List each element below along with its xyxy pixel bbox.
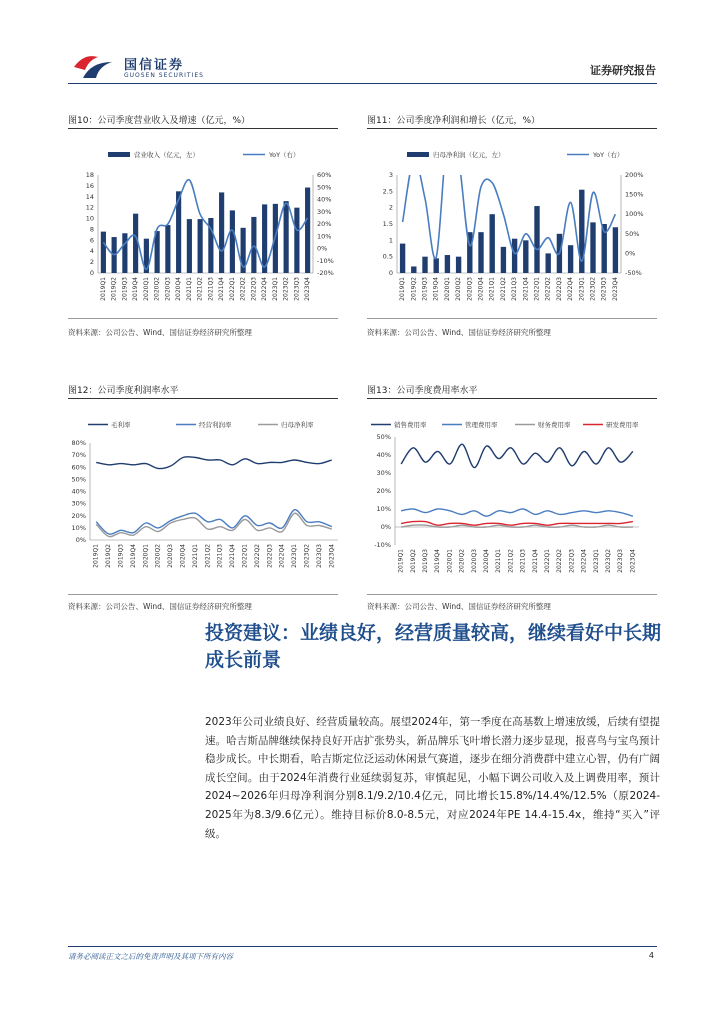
fig11-chart (367, 140, 657, 315)
fig10-y-right-tick: -10% (317, 256, 334, 265)
fig10-x-label: 2021Q3 (207, 277, 215, 301)
fig10-y-right-tick: 40% (317, 195, 332, 204)
fig12-x-label: 2023Q4 (328, 544, 336, 568)
fig10-y-left-tick: 18 (85, 171, 94, 179)
fig10-bar (294, 208, 299, 273)
fig12-rule (68, 398, 338, 399)
fig12-y-tick: 10% (71, 523, 86, 532)
fig11-bar (501, 247, 506, 273)
fig10-y-right-tick: 10% (317, 232, 332, 241)
fig10-x-label: 2020Q2 (153, 277, 161, 301)
fig10-y-right-tick: 0% (317, 244, 328, 253)
fig11-y-right-tick: -50% (625, 269, 642, 277)
fig11-y-left-tick: 3 (388, 171, 393, 179)
fig11-y-right-tick: 50% (625, 229, 640, 238)
page-number: 4 (648, 951, 654, 960)
fig13-x-label: 2019Q3 (422, 549, 429, 573)
fig10-y-left-tick: 16 (85, 181, 94, 190)
fig12-x-label: 2022Q2 (253, 544, 261, 568)
fig13-x-label: 2020Q1 (446, 549, 454, 573)
fig13-legend-label: 管理费用率 (465, 421, 498, 429)
fig13-x-label: 2023Q3 (617, 549, 625, 573)
fig12-x-label: 2019Q3 (117, 544, 125, 568)
fig11-y-left-tick: 1 (388, 236, 393, 245)
fig10-bar (198, 219, 203, 273)
fig12-x-label: 2021Q4 (229, 544, 237, 568)
logo-name-en: GUOSEN SECURITIES (124, 72, 204, 79)
fig12-y-tick: 50% (71, 475, 86, 484)
fig11-y-right-tick: 100% (625, 210, 644, 219)
fig10-y-left-tick: 8 (89, 225, 94, 234)
fig12-series-line (96, 457, 332, 469)
fig10-y-left-tick: 2 (89, 258, 94, 267)
fig12-y-tick: 60% (71, 463, 86, 472)
fig10-x-label: 2023Q3 (293, 277, 301, 301)
fig11-bar (590, 222, 595, 273)
fig10-x-label: 2023Q1 (271, 277, 279, 301)
fig12-y-tick: 70% (71, 451, 86, 460)
fig11-x-label: 2020Q4 (477, 277, 485, 301)
fig12-x-label: 2022Q3 (266, 544, 274, 568)
fig13-x-label: 2020Q4 (483, 549, 490, 573)
section-body: 2023年公司业绩良好、经营质量较高。展望2024年，第一季度在高基数上增速放缓，后续有望提速。哈吉斯品牌继续保持良好开店扩张势头，新品牌乐飞叶增长潜力逐步显现，报喜鸟与宝鸟预计稳步成长。中长期看，哈吉斯定位泛运动休闲景气赛道，逐步在细分消费群中建立心智，仍有广阔成长空间。由于2024年消费行业延续弱复苏，审慎起见，小幅下调公司收入及上调费用率，预计2024~2026年归母净利润分别8.1/9.2/10.4亿元，同比增长15.8%/14.4%/12.5%（原2024-2025年为8.3/9.6亿元）。维持目标价8.0-8.5元，对应2024年PE 14.4-15.4x，维持“买入”评级。 (205, 716, 660, 840)
fig13-x-label: 2020Q3 (470, 549, 478, 573)
fig11-x-label: 2019Q1 (399, 277, 407, 301)
fig13-y-tick: 10% (376, 505, 391, 513)
fig12-legend-label: 经营利润率 (199, 421, 232, 429)
fig10-x-label: 2020Q1 (142, 277, 150, 301)
fig11-bar (534, 206, 539, 273)
fig13-x-label: 2020Q2 (458, 549, 466, 573)
fig10-rule (68, 128, 338, 129)
fig11-bar (445, 255, 450, 273)
fig12-chart (68, 410, 348, 590)
fig11-bar (568, 245, 573, 273)
fig13-x-label: 2021Q4 (531, 549, 539, 573)
fig11-x-label: 2019Q4 (432, 277, 440, 301)
fig10-bar (251, 217, 256, 273)
fig10-x-label: 2019Q1 (99, 277, 107, 301)
fig13-series-line (401, 509, 633, 516)
fig11-x-label: 2023Q4 (611, 277, 619, 301)
fig13-x-label: 2021Q2 (507, 549, 515, 573)
fig11-y-right-tick: 0% (625, 249, 636, 258)
fig13-x-label: 2021Q3 (519, 549, 527, 573)
fig10-x-label: 2022Q1 (228, 277, 236, 301)
fig10-bar (122, 233, 127, 273)
fig11-y-left-tick: 1.5 (382, 220, 393, 228)
fig11-x-label: 2020Q3 (466, 277, 474, 301)
fig12-y-tick: 40% (71, 487, 86, 496)
fig12-y-tick: 80% (71, 439, 86, 447)
fig12-x-label: 2022Q4 (278, 544, 286, 568)
fig12-title: 图12：公司季度利润率水平 (68, 386, 179, 396)
fig13-y-tick: -10% (374, 541, 391, 549)
header-divider (68, 83, 657, 84)
fig10-x-label: 2019Q3 (121, 277, 129, 301)
fig13-x-label: 2023Q2 (605, 549, 612, 573)
fig11-title: 图11：公司季度净利润和增长（亿元，%） (367, 116, 541, 126)
fig11-y-left-tick: 2 (388, 203, 393, 212)
fig13-series-line (401, 521, 633, 525)
fig10-x-label: 2023Q2 (282, 277, 290, 301)
footer-divider (68, 946, 657, 947)
fig13-rule (367, 398, 657, 399)
fig10-y-left-tick: 4 (89, 247, 94, 256)
fig13-x-label: 2022Q4 (580, 549, 588, 573)
fig12-x-label: 2023Q1 (291, 544, 299, 568)
section-title: 投资建议：业绩良好，经营质量较高，继续看好中长期成长前景 (205, 622, 662, 671)
guosen-logo-icon (72, 51, 114, 81)
fig10-x-label: 2019Q4 (132, 277, 140, 301)
fig11-x-label: 2023Q1 (578, 277, 586, 301)
fig11-bar (613, 227, 618, 273)
fig12-x-label: 2021Q3 (216, 544, 224, 568)
fig11-x-label: 2022Q2 (544, 277, 552, 301)
fig11-x-label: 2023Q2 (589, 277, 597, 301)
fig12-x-label: 2020Q4 (179, 544, 187, 568)
fig12-y-tick: 0% (75, 536, 86, 544)
fig10-bar (187, 219, 192, 273)
fig13-y-tick: 20% (376, 487, 391, 495)
fig11-x-label: 2021Q4 (522, 277, 530, 301)
fig13-bottom-rule (367, 594, 657, 595)
fig13-x-label: 2022Q2 (556, 549, 564, 573)
fig11-y-right-tick: 150% (625, 190, 644, 199)
fig13-x-label: 2023Q4 (629, 549, 637, 573)
fig12-x-label: 2021Q1 (191, 544, 199, 568)
fig11-bar (400, 244, 405, 273)
fig10-y-left-tick: 6 (89, 236, 94, 245)
fig10-x-label: 2020Q3 (164, 277, 172, 301)
fig12-source: 资料来源：公司公告、Wind、国信证券经济研究所整理 (68, 602, 252, 611)
fig11-x-label: 2022Q1 (533, 277, 541, 301)
fig13-y-tick: 30% (376, 469, 391, 477)
fig11-y-left-tick: 0.5 (382, 252, 393, 261)
fig10-y-right-tick: 60% (317, 171, 332, 179)
fig13-x-label: 2019Q1 (397, 549, 405, 573)
fig12-y-tick: 20% (71, 511, 86, 520)
fig11-y-left-tick: 0 (388, 269, 393, 277)
fig13-y-tick: 0% (380, 523, 391, 531)
fig13-x-label: 2022Q3 (568, 549, 576, 573)
fig10-y-right-tick: 20% (317, 220, 332, 228)
fig10-y-right-tick: -20% (317, 269, 334, 277)
fig10-x-label: 2021Q1 (185, 277, 193, 301)
fig10-source: 资料来源：公司公告、Wind、国信证券经济研究所整理 (68, 328, 252, 337)
fig10-x-label: 2021Q4 (218, 277, 226, 301)
fig10-y-left-tick: 14 (85, 192, 94, 201)
fig13-x-label: 2023Q1 (592, 549, 600, 573)
fig12-bottom-rule (68, 594, 338, 595)
fig13-source: 资料来源：公司公告、Wind、国信证券经济研究所整理 (367, 602, 551, 611)
fig13-title: 图13：公司季度费用率水平 (367, 386, 478, 396)
fig10-x-label: 2022Q3 (250, 277, 258, 301)
fig11-bottom-rule (367, 318, 657, 319)
fig10-y-left-tick: 10 (85, 214, 94, 223)
fig11-legend-bar-swatch (407, 152, 429, 157)
fig12-x-label: 2022Q1 (241, 544, 249, 568)
fig11-x-label: 2022Q3 (555, 277, 563, 301)
fig13-chart (367, 410, 657, 590)
fig10-legend-bar-label: 营业收入（亿元，左） (134, 151, 199, 159)
fig13-x-label: 2019Q2 (409, 549, 417, 573)
fig11-y-left-tick: 2.5 (382, 187, 393, 196)
fig10-legend-line-label: YoY（右） (269, 151, 300, 159)
fig11-bar (478, 232, 483, 273)
fig11-legend-line-label: YoY（右） (593, 151, 624, 159)
fig10-x-label: 2022Q2 (239, 277, 247, 301)
fig11-x-label: 2019Q3 (421, 277, 429, 301)
fig10-y-left-tick: 0 (89, 269, 94, 277)
fig13-x-label: 2022Q1 (544, 549, 551, 573)
fig11-x-label: 2020Q1 (443, 277, 451, 301)
fig10-x-label: 2020Q4 (175, 277, 183, 301)
fig12-x-label: 2023Q3 (315, 544, 323, 568)
fig13-legend-label: 财务费用率 (538, 421, 571, 429)
logo-name-cn: 国信证券 (124, 58, 185, 73)
fig11-bar (523, 240, 528, 273)
fig13-legend-label: 销售费用率 (394, 421, 427, 429)
fig10-bottom-rule (68, 318, 338, 319)
fig10-bar (284, 201, 289, 273)
fig10-bar (230, 210, 235, 273)
disclaimer-text: 请务必阅读正文之后的免责声明及其项下所有内容 (68, 952, 233, 961)
fig12-x-label: 2019Q2 (105, 544, 113, 568)
fig11-legend-bar-label: 归母净利润（亿元，左） (433, 151, 505, 159)
fig11-x-label: 2021Q3 (511, 277, 519, 301)
fig11-bar (422, 257, 427, 273)
fig13-y-tick: 40% (376, 451, 391, 459)
fig11-bar (434, 258, 439, 273)
fig11-bar (512, 239, 517, 273)
fig12-x-label: 2020Q3 (167, 544, 175, 568)
fig13-series-line (401, 444, 633, 467)
fig12-y-tick: 30% (71, 499, 86, 508)
fig10-x-label: 2022Q4 (261, 277, 269, 301)
fig12-legend-label: 归母净利率 (281, 421, 314, 429)
fig11-x-label: 2021Q1 (488, 277, 496, 301)
fig10-bar (305, 188, 310, 273)
fig10-legend-bar-swatch (108, 152, 130, 157)
fig11-x-label: 2020Q2 (455, 277, 463, 301)
fig10-bar (101, 232, 106, 273)
fig12-legend-label: 毛利率 (111, 421, 131, 429)
fig10-y-right-tick: 50% (317, 183, 332, 192)
fig13-y-tick: 50% (376, 433, 391, 441)
report-type-label: 证券研究报告 (590, 64, 656, 77)
fig11-x-label: 2022Q4 (567, 277, 575, 301)
fig12-x-label: 2021Q2 (204, 544, 212, 568)
fig10-y-left-tick: 12 (85, 203, 94, 212)
fig12-x-label: 2020Q1 (142, 544, 150, 568)
fig13-x-label: 2021Q1 (495, 549, 503, 573)
fig11-bar (456, 257, 461, 273)
fig10-x-label: 2023Q4 (304, 277, 312, 301)
fig12-x-label: 2023Q2 (303, 544, 311, 568)
fig11-x-label: 2023Q3 (600, 277, 608, 301)
fig10-bar (219, 192, 224, 273)
fig11-source: 资料来源：公司公告、Wind、国信证券经济研究所整理 (367, 328, 551, 337)
fig13-x-label: 2019Q4 (434, 549, 442, 573)
fig11-bar (490, 214, 495, 273)
fig11-y-right-tick: 200% (625, 171, 644, 179)
fig10-x-label: 2019Q2 (110, 277, 118, 301)
fig13-legend-label: 研发费用率 (606, 421, 639, 429)
fig11-x-label: 2021Q2 (499, 277, 507, 301)
fig10-title: 图10：公司季度营业收入及增速（亿元，%） (68, 116, 251, 126)
fig10-y-right-tick: 30% (317, 207, 332, 216)
fig10-bar (165, 225, 170, 273)
fig11-bar (546, 253, 551, 273)
fig11-rule (367, 128, 657, 129)
fig10-chart (68, 140, 348, 315)
fig12-x-label: 2019Q4 (129, 544, 137, 568)
fig11-x-label: 2019Q2 (410, 277, 418, 301)
fig10-x-label: 2021Q2 (196, 277, 204, 301)
fig11-bar (411, 266, 416, 273)
fig12-x-label: 2020Q2 (154, 544, 162, 568)
fig12-x-label: 2019Q1 (92, 544, 100, 568)
